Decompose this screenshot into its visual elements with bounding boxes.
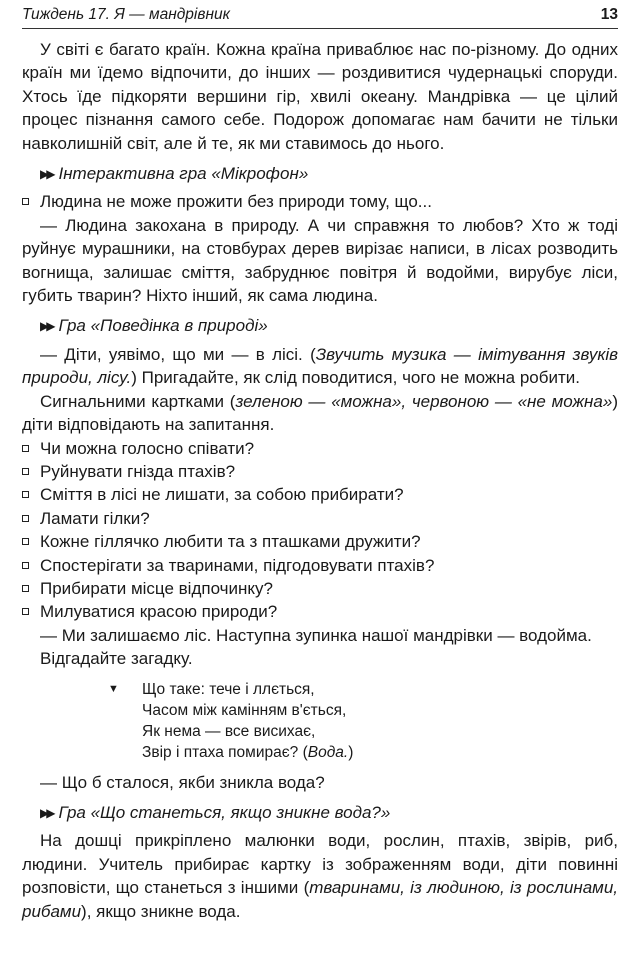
list-item: Ламати гілки? [22,507,618,530]
text-run: ), якщо зникне вода. [81,901,241,921]
section-title: Гра «Поведінка в природі» [58,316,268,336]
section-title: Інтерактивна гра «Мікрофон» [58,164,309,184]
water-paragraph [22,829,618,923]
closing-paragraph: — Ми залишаємо ліс. Наступна зупинка нашої мандрівки — водойма. [40,625,592,645]
riddle-answer: Вода. [307,743,349,761]
riddle-intro: Відгадайте загадку. [40,649,193,669]
text-run: Звір і птаха помирає? ( [142,743,308,761]
text-run: ) [348,743,354,761]
list-item: Сміття в лісі не лишати, за собою прибирати? [22,483,618,506]
signal-cards-paragraph [22,390,618,437]
poem-line [142,742,618,763]
double-arrow-icon: ▶▶ [40,805,53,820]
italic-list: тваринами, із людиною, із рослинами, рибами [22,878,618,921]
forest-paragraph [22,343,618,390]
text-run: — Діти, уявімо, що ми — в лісі. ( [40,344,316,364]
running-title: Тиждень 17. Я — мандрівник [22,6,230,23]
double-arrow-icon: ▶▶ [40,167,53,182]
stage-direction: Звучить музика — імітування звуків природи, лісу. [22,344,618,388]
text-run: На дошці прикріплено малюнки води, рослин, птахів, звірів, риб, людини. Учитель прибирає картку із зображенням води, діти повинні розповісти, що станеться з іншими ( [22,831,618,898]
poem-line: Як нема — все висихає, [142,722,316,740]
list-item: Чи можна голосно співати? [22,437,618,460]
poem-line: Часом між камінням в'ється, [142,701,347,719]
section-title: Гра «Що станеться, якщо зникне вода?» [58,802,391,822]
list-item: Прибирати місце відпочинку? [22,577,618,600]
list-item: Руйнувати гнізда птахів? [22,460,618,483]
riddle-poem [108,679,618,763]
section-heading-behavior [40,314,618,339]
section-heading-water [40,801,618,826]
question-list [22,437,618,624]
prompt-item: Людина не може прожити без природи тому, що... [22,190,618,213]
section-heading-microphone [40,162,618,187]
double-arrow-icon: ▶▶ [40,319,53,334]
text-run: ) діти відповідають на запитання. [22,391,618,435]
page-body [22,38,618,923]
text-run: Сигнальними картками ( [40,391,236,411]
poem-line: Що таке: тече і ллється, [142,680,315,698]
running-header [22,4,618,29]
answer-paragraph: — Людина закохана в природу. А чи справжня то любов? Хто ж тоді руйнує мурашники, на стовбурах дерев вирізає написи, в лісах розводить вогнища, залишає сміття, забруднює повітря й водойми, вирубує ліси, губить тварин? Ніхто інший, як сама людина. [22,215,618,306]
page-number: 13 [600,6,618,23]
list-item: Кожне гіллячко любити та з пташками дружити? [22,530,618,553]
list-item: Милуватися красою природи? [22,600,618,623]
triangle-bullet-icon: ▼ [108,682,119,695]
list-item: Спостерігати за тваринами, підгодовувати птахів? [22,554,618,577]
question-paragraph: — Що б сталося, якби зникла вода? [40,772,325,792]
text-run: ) Пригадайте, як слід поводитися, чого не можна робити. [131,368,580,388]
intro-paragraph: У світі є багато країн. Кожна країна приваблює нас по-різному. До одних країн ми їдемо відпочити, до інших — роздивитися чудернацькі споруди. Хтось їде підкоряти вершини гір, хвилі океану. Мандрівка — це цілий процес пізнання самого себе. Подорож допомагає нам бачити не тільки навколишній світ, але й те, як ми ставимось до нього. [22,40,618,153]
card-colors: зеленою — «можна», червоною — «не можна» [235,391,613,411]
